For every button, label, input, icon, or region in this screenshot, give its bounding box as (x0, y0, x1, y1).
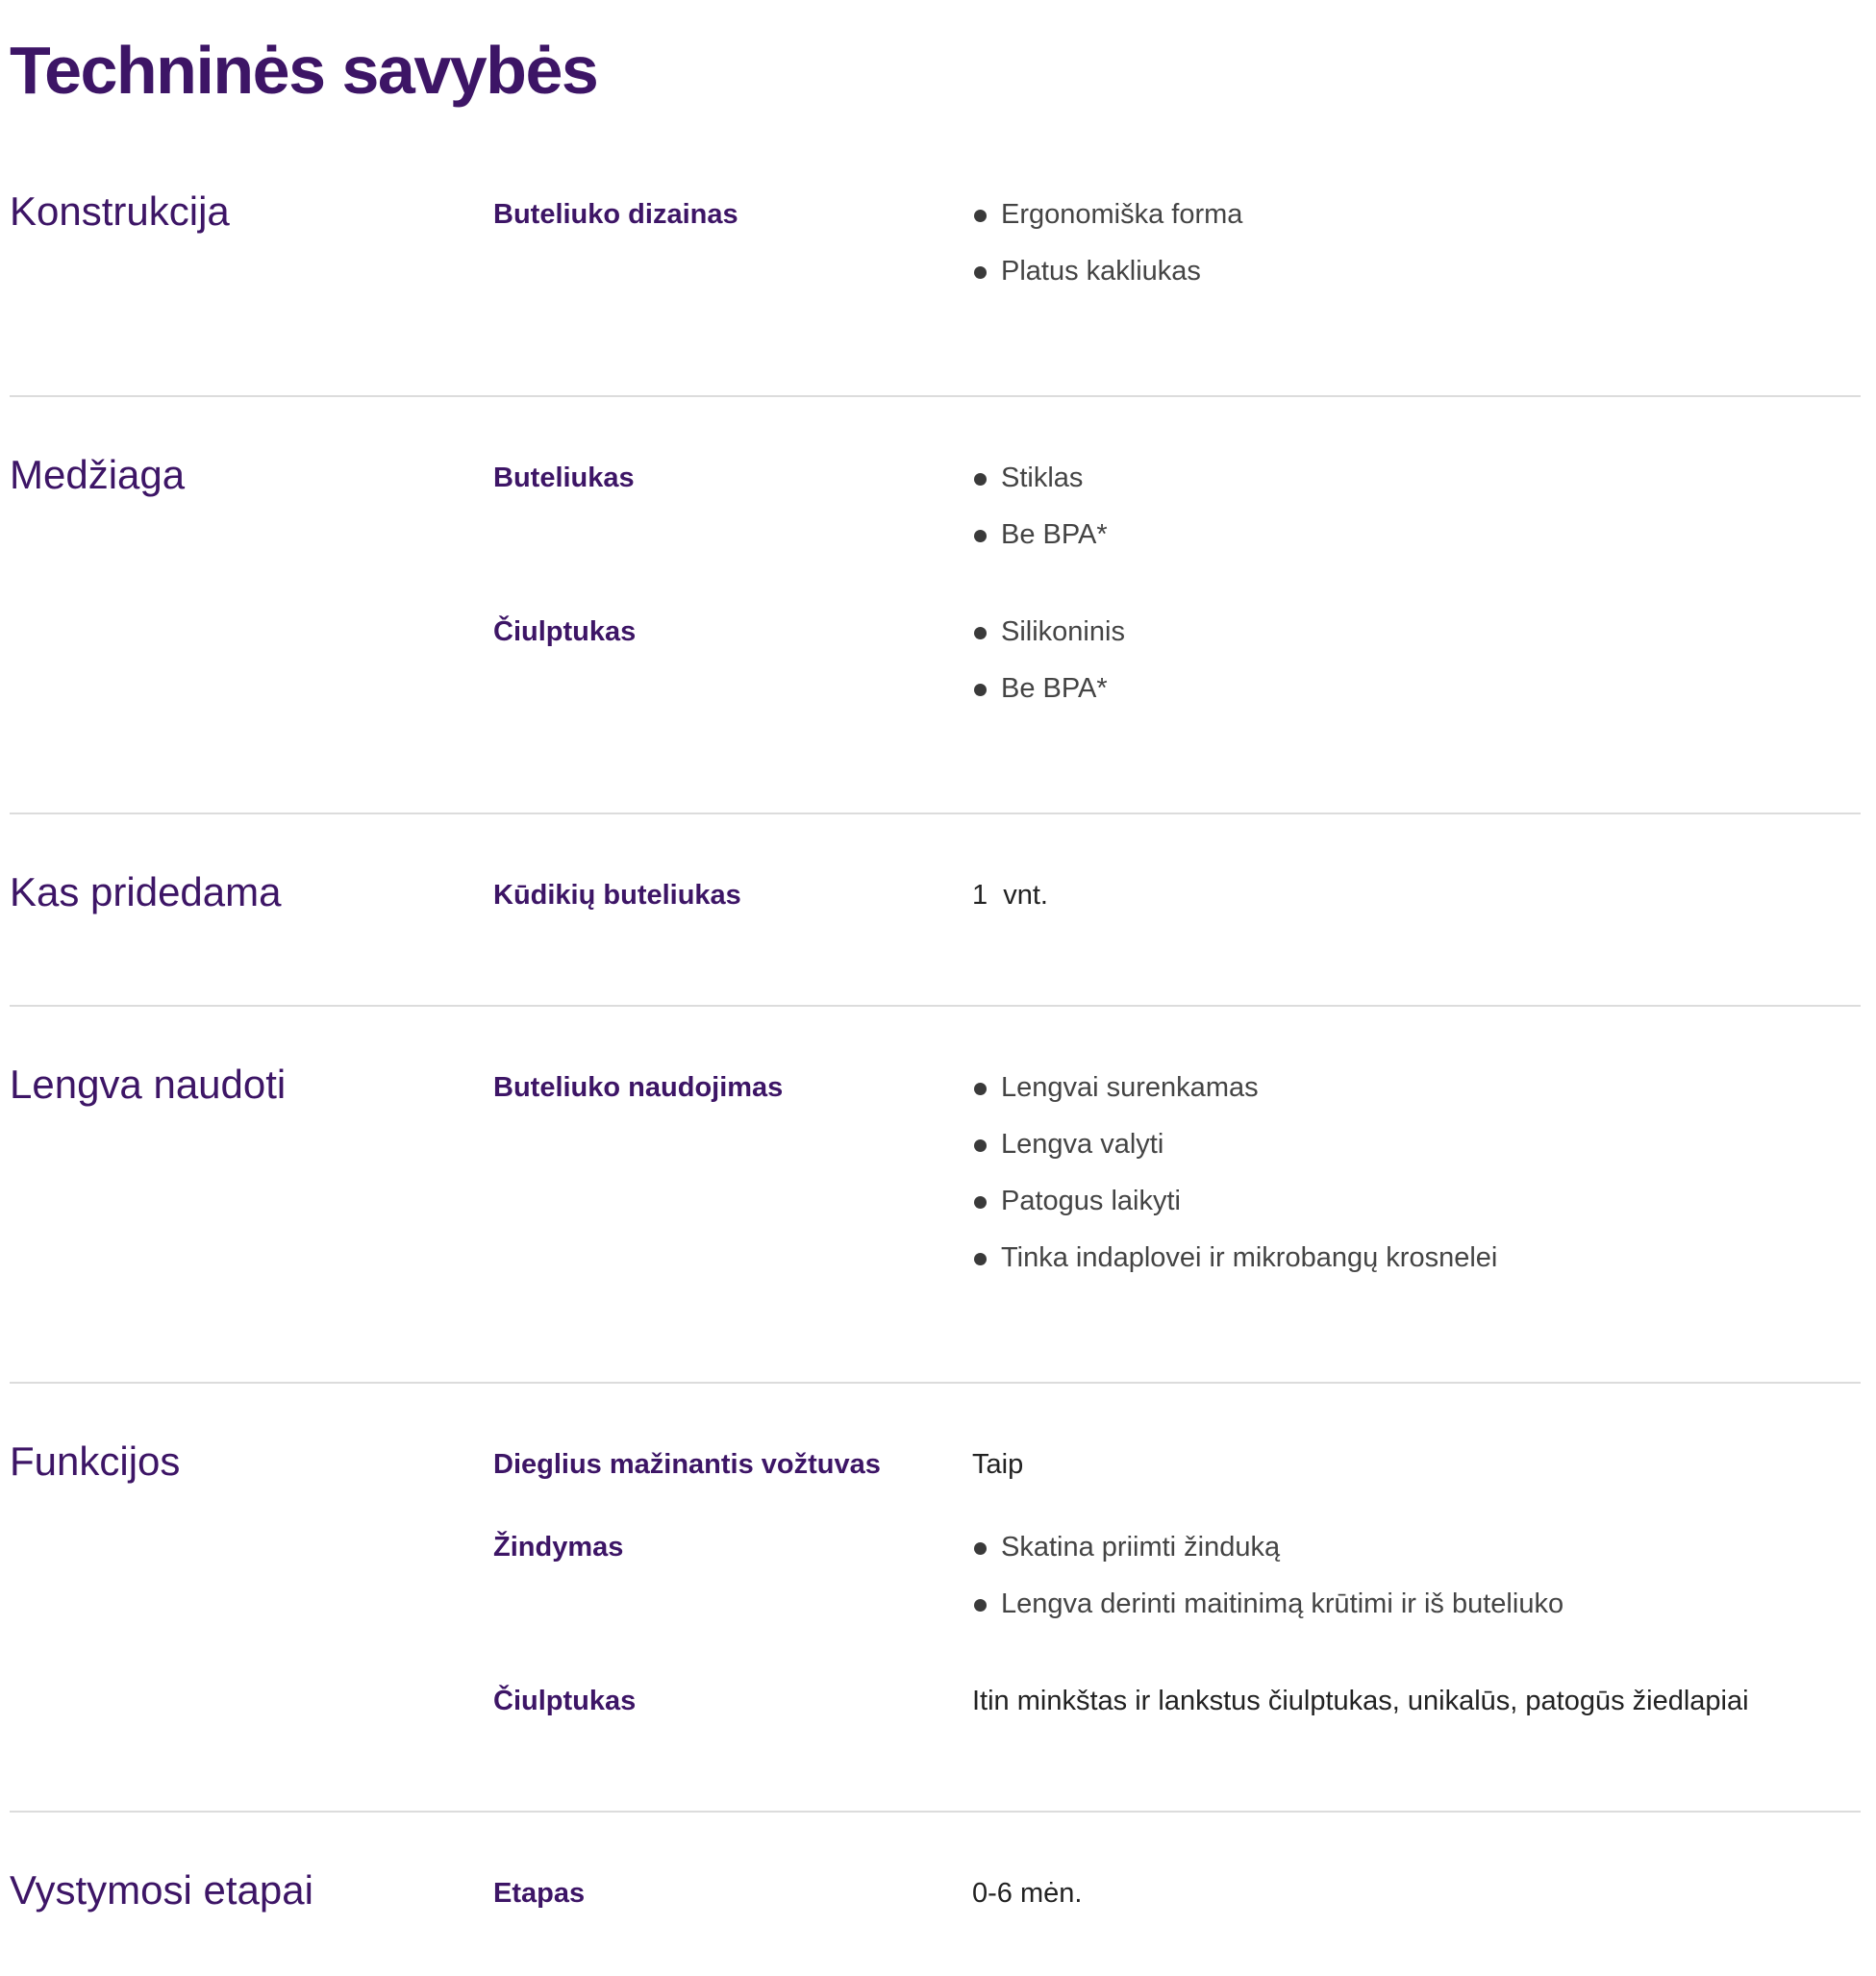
spec-label: Buteliuko naudojimas (493, 1072, 784, 1103)
list-item: Ergonomiška forma (972, 195, 1242, 252)
spec-label: Etapas (493, 1878, 586, 1909)
section-divider (10, 1811, 1861, 1813)
list-item: Skatina priimti žinduką (972, 1528, 1563, 1585)
section-category: Kas pridedama (10, 869, 282, 914)
spec-label: Buteliuko dizainas (493, 199, 738, 230)
spec-label: Kūdikių buteliukas (493, 880, 741, 911)
list-item: Lengva derinti maitinimą krūtimi ir iš buteliuko (972, 1585, 1563, 1641)
list-item: Patogus laikyti (972, 1182, 1497, 1238)
section-divider (10, 1005, 1861, 1007)
section-category: Konstrukcija (10, 188, 230, 234)
section-category: Vystymosi etapai (10, 1867, 313, 1913)
spec-value-list (972, 459, 1108, 572)
spec-value-list (972, 1528, 1563, 1641)
list-item: Lengva valyti (972, 1125, 1497, 1182)
list-item: Lengvai surenkamas (972, 1068, 1497, 1125)
spec-value-list (972, 195, 1242, 309)
spec-label: Čiulptukas (493, 616, 637, 647)
list-item: Be BPA* (972, 669, 1125, 726)
section-divider (10, 813, 1861, 814)
section-category: Lengva naudoti (10, 1062, 287, 1107)
page-title: Techninės savybės (10, 33, 598, 108)
spec-value-list (972, 1068, 1497, 1295)
spec-value: Itin minkštas ir lankstus čiulptukas, unikalūs, patogūs žiedlapiai (972, 1686, 1749, 1716)
spec-label: Čiulptukas (493, 1686, 637, 1716)
spec-label: Dieglius mažinantis vožtuvas (493, 1449, 881, 1480)
spec-label: Žindymas (493, 1532, 624, 1563)
section-category: Medžiaga (10, 452, 186, 497)
spec-label: Buteliukas (493, 463, 635, 493)
section-divider (10, 1382, 1861, 1384)
spec-value-list (972, 613, 1125, 726)
list-item: Be BPA* (972, 515, 1108, 572)
list-item: Tinka indaplovei ir mikrobangų krosnelei (972, 1238, 1497, 1295)
list-item: Platus kakliukas (972, 252, 1242, 309)
spec-value: 1 vnt. (972, 880, 1048, 911)
list-item: Stiklas (972, 459, 1108, 515)
spec-value: 0-6 mėn. (972, 1878, 1083, 1909)
section-category: Funkcijos (10, 1438, 181, 1484)
list-item: Silikoninis (972, 613, 1125, 669)
section-divider (10, 395, 1861, 397)
spec-value: Taip (972, 1449, 1024, 1480)
